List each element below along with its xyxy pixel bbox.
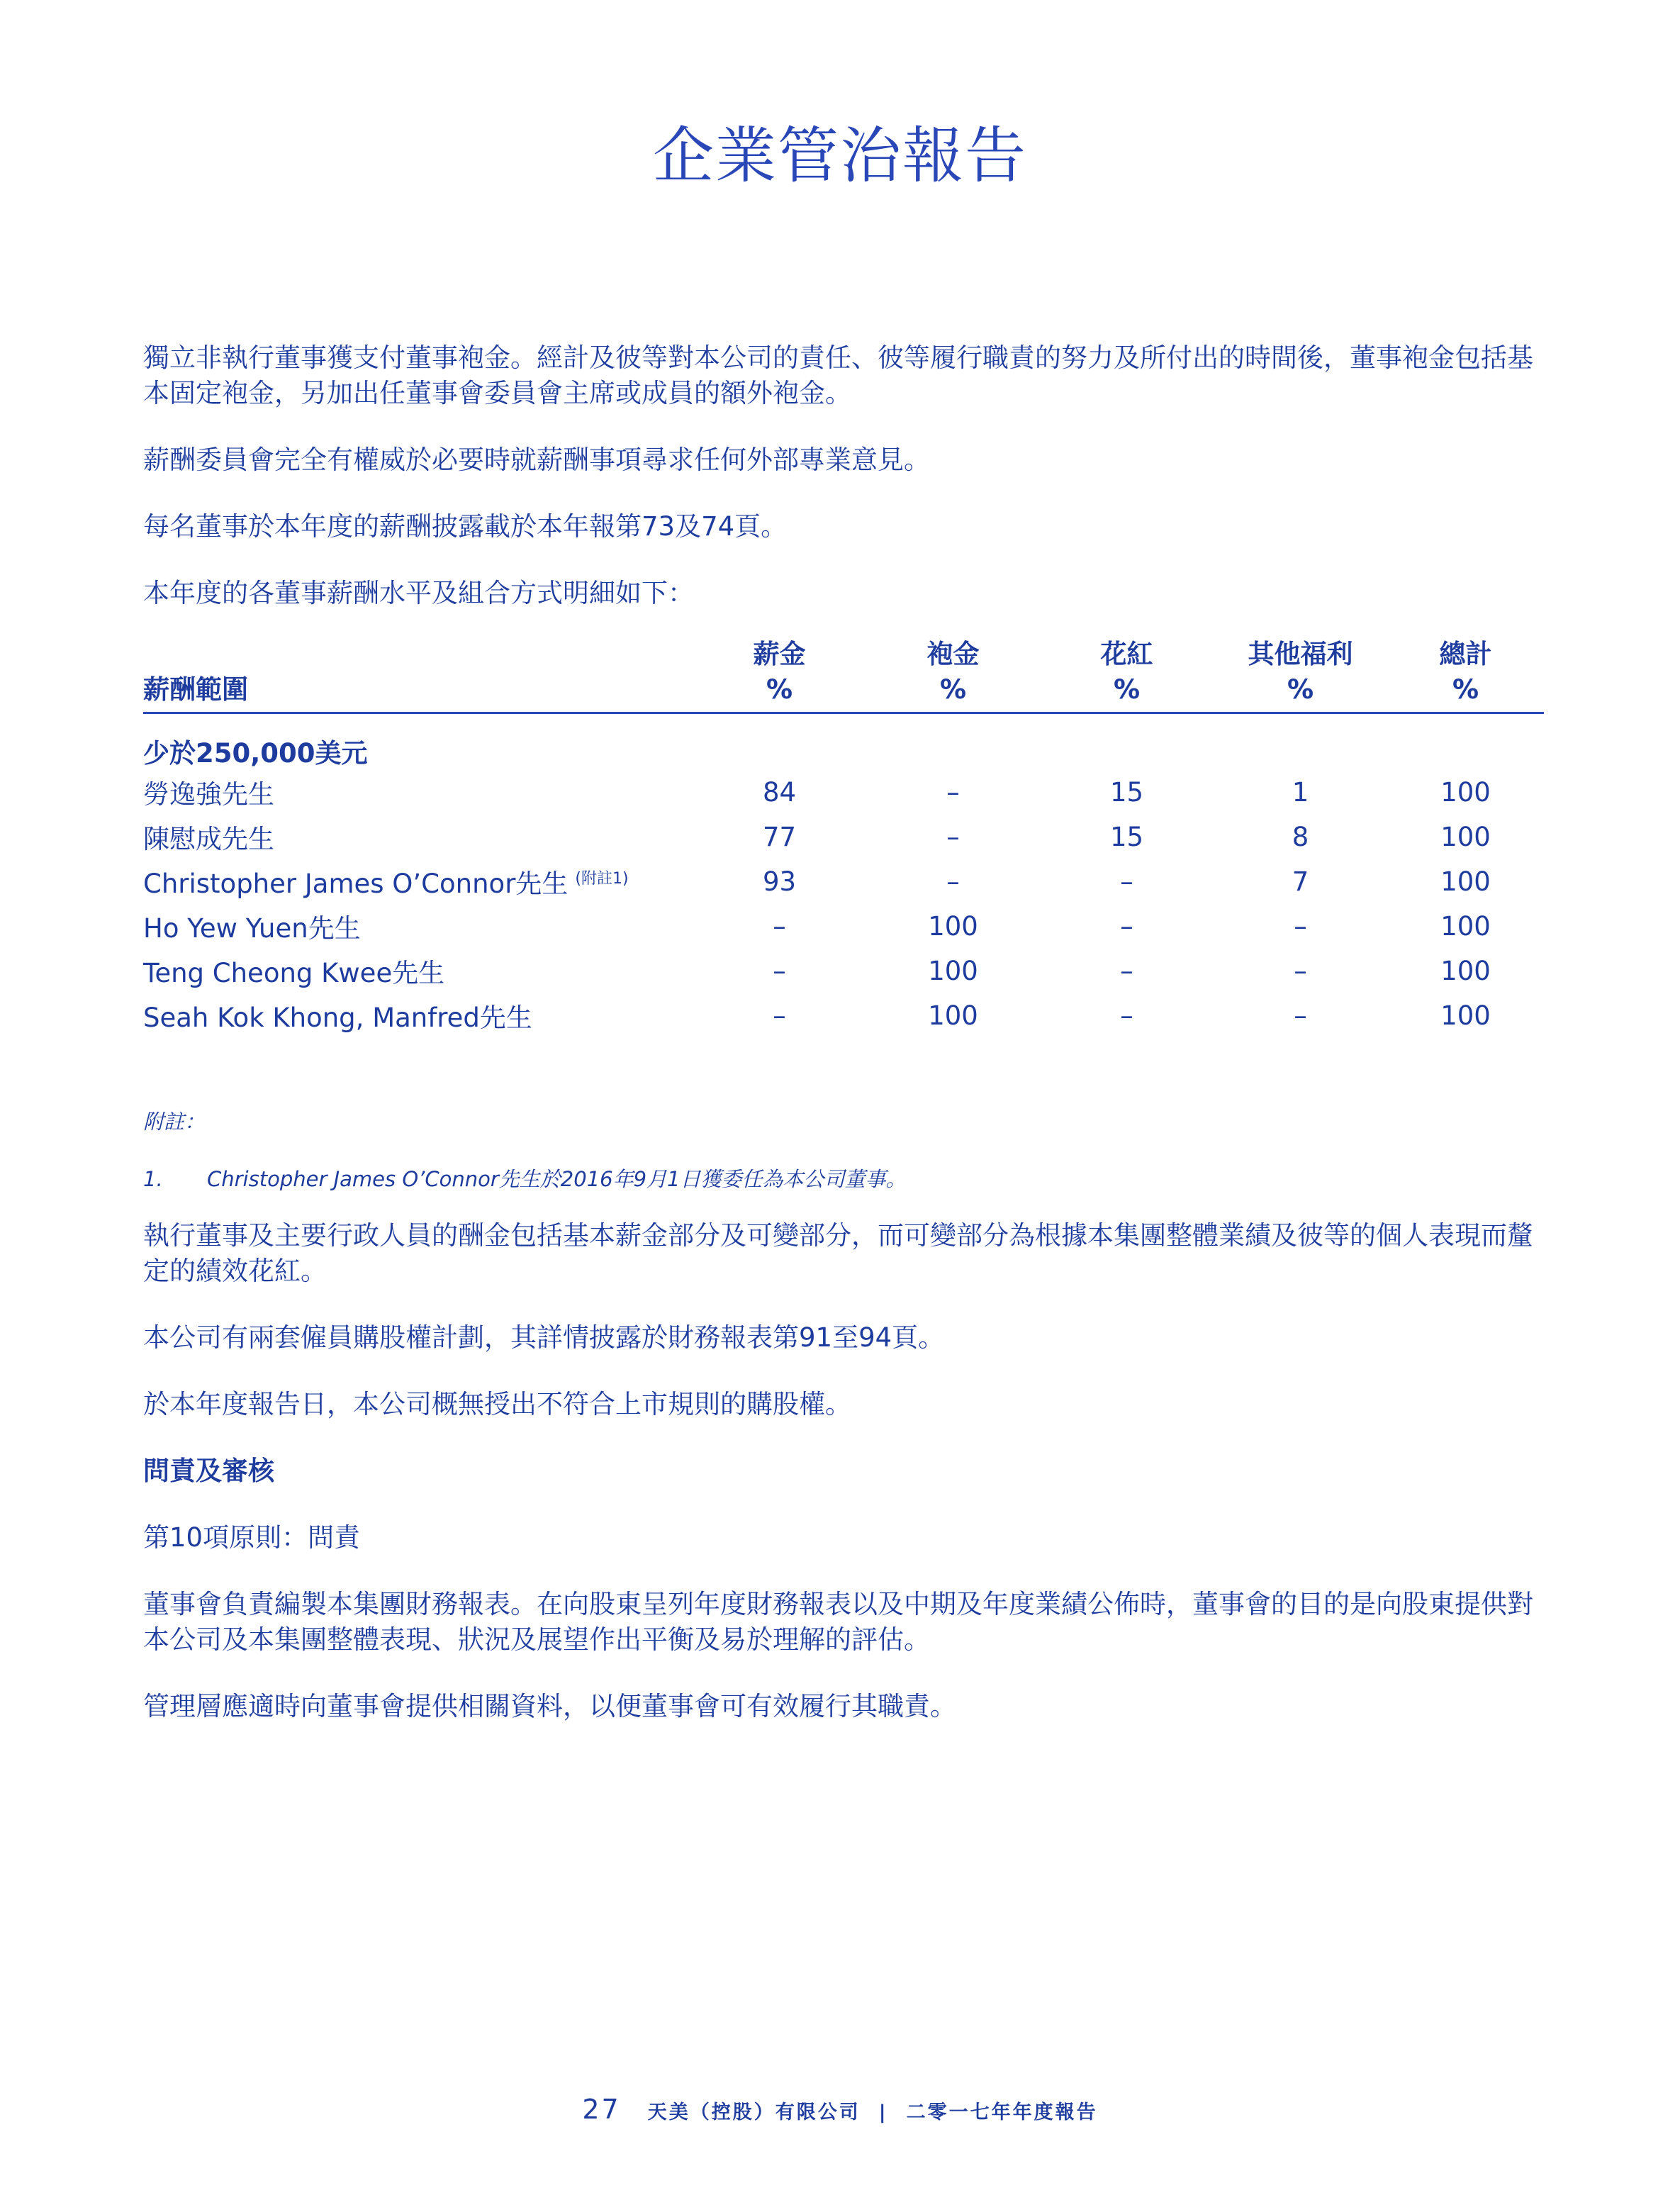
note-reference: (附註1) <box>575 869 629 888</box>
fees-cell: 100 <box>928 910 978 942</box>
director-name: Ho Yew Yuen先生 <box>143 913 361 944</box>
bonus-cell: – <box>1120 1000 1133 1031</box>
other-benefits-cell: – <box>1294 955 1307 986</box>
director-name: Teng Cheong Kwee先生 <box>143 958 445 988</box>
director-name: 陳慰成先生 <box>143 824 274 854</box>
header-salary-range: 薪酬範圍 <box>143 674 248 705</box>
company-name: 天美（控股）有限公司 <box>647 2102 861 2123</box>
total-cell: 100 <box>1440 910 1491 942</box>
bonus-cell: – <box>1120 955 1133 986</box>
total-cell: 100 <box>1440 776 1491 808</box>
fees-cell: – <box>946 821 960 852</box>
footer-separator: | <box>878 2102 888 2123</box>
header-bonus <box>1040 637 1214 713</box>
director-name: Christopher James O’Connor先生 <box>143 869 569 899</box>
salary-cell: – <box>773 955 786 986</box>
table-row <box>143 815 1544 859</box>
table-row <box>143 770 1544 815</box>
bonus-cell: – <box>1120 866 1133 897</box>
salary-cell: 93 <box>762 866 797 897</box>
total-cell: 100 <box>1440 866 1491 897</box>
fees-cell: – <box>946 866 960 897</box>
header-fees <box>866 637 1040 713</box>
intro-paragraph-2: 薪酬委員會完全有權威於必要時就薪酬事項尋求任何外部專業意見。 <box>143 445 930 475</box>
bonus-cell: – <box>1120 910 1133 942</box>
salary-cell: – <box>773 910 786 942</box>
intro-paragraph-4: 本年度的各董事薪酬水平及組合方式明細如下： <box>143 578 694 608</box>
notes-label: 附註： <box>143 1109 206 1134</box>
bonus-cell: 15 <box>1109 821 1144 852</box>
header-total-unit: % <box>1452 674 1479 705</box>
director-name: Seah Kok Khong, Manfred先生 <box>143 1003 532 1033</box>
salary-cell: 77 <box>762 821 797 852</box>
header-salary-unit: % <box>766 674 793 705</box>
after-paragraph-2: 本公司有兩套僱員購股權計劃，其詳情披露於財務報表第91至94頁。 <box>143 1322 945 1353</box>
header-salary-label: 薪金 <box>753 639 806 669</box>
header-other-benefits <box>1214 637 1387 713</box>
salary-cell: – <box>773 1000 786 1031</box>
fees-cell: – <box>946 776 960 808</box>
other-benefits-cell: 7 <box>1292 866 1309 897</box>
after-paragraph-3: 於本年度報告日，本公司概無授出不符合上市規則的購股權。 <box>143 1388 851 1419</box>
intro-paragraph-1: 獨立非執行董事獲支付董事袍金。經計及彼等對本公司的責任、彼等履行職責的努力及所付出的時間後，董事袍金包括基本固定袍金，另加出任董事會委員會主席或成員的額外袍金。 <box>143 342 1533 408</box>
table-row <box>143 859 1544 904</box>
page-number: 27 <box>582 2094 621 2125</box>
header-total-label: 總計 <box>1439 639 1492 669</box>
report-title: 二零一七年年度報告 <box>906 2102 1098 2123</box>
other-benefits-cell: – <box>1294 910 1307 942</box>
bonus-cell: 15 <box>1109 776 1144 808</box>
table-row <box>143 993 1544 1038</box>
table-row <box>143 904 1544 949</box>
section-paragraph-1: 董事會負責編製本集團財務報表。在向股東呈列年度財務報表以及中期及年度業績公佈時，董事會的目的是向股東提供對本公司及本集團整體表現、狀況及展望作出平衡及易於理解的評估。 <box>143 1588 1533 1655</box>
director-name: 勞逸強先生 <box>143 779 274 810</box>
header-other-benefits-unit: % <box>1287 674 1314 705</box>
after-paragraph-1: 執行董事及主要行政人員的酬金包括基本薪金部分及可變部分，而可變部分為根據本集團整體業績及彼等的個人表現而釐定的績效花紅。 <box>143 1219 1533 1286</box>
intro-paragraph-3: 每名董事於本年度的薪酬披露載於本年報第73及74頁。 <box>143 511 788 542</box>
header-bonus-label: 花紅 <box>1100 639 1153 669</box>
other-benefits-cell: 1 <box>1292 776 1309 808</box>
table-group-row <box>143 713 1544 770</box>
note-item <box>143 1163 1544 1193</box>
total-cell: 100 <box>1440 821 1491 852</box>
total-cell: 100 <box>1440 955 1491 986</box>
header-total <box>1387 637 1544 713</box>
header-fees-unit: % <box>939 674 967 705</box>
section-paragraph-2: 管理層應適時向董事會提供相關資料，以便董事會可有效履行其職責。 <box>143 1690 956 1721</box>
other-benefits-cell: 8 <box>1292 821 1309 852</box>
group-label: 少於250,000美元 <box>143 737 368 769</box>
salary-cell: 84 <box>762 776 797 808</box>
header-fees-label: 袍金 <box>926 639 980 669</box>
total-cell: 100 <box>1440 1000 1491 1031</box>
header-bonus-unit: % <box>1113 674 1141 705</box>
header-other-benefits-label: 其他福利 <box>1248 639 1353 669</box>
note-text: Christopher James O’Connor先生於2016年9月1日獲委任為本公司董事。 <box>207 1166 907 1191</box>
section-heading: 問責及審核 <box>143 1455 274 1486</box>
note-number: 1. <box>143 1166 163 1191</box>
director-name-cell <box>143 859 693 904</box>
fees-cell: 100 <box>928 955 978 986</box>
table-header-row <box>143 637 1544 713</box>
page-footer <box>0 2094 1680 2125</box>
header-salary <box>693 637 866 713</box>
salary-table <box>143 637 1544 1038</box>
main-content <box>143 340 1544 1724</box>
other-benefits-cell: – <box>1294 1000 1307 1031</box>
fees-cell: 100 <box>928 1000 978 1031</box>
principle-title: 第10項原則：問責 <box>143 1522 361 1553</box>
table-row <box>143 949 1544 993</box>
page-title: 企業管治報告 <box>653 121 1027 191</box>
